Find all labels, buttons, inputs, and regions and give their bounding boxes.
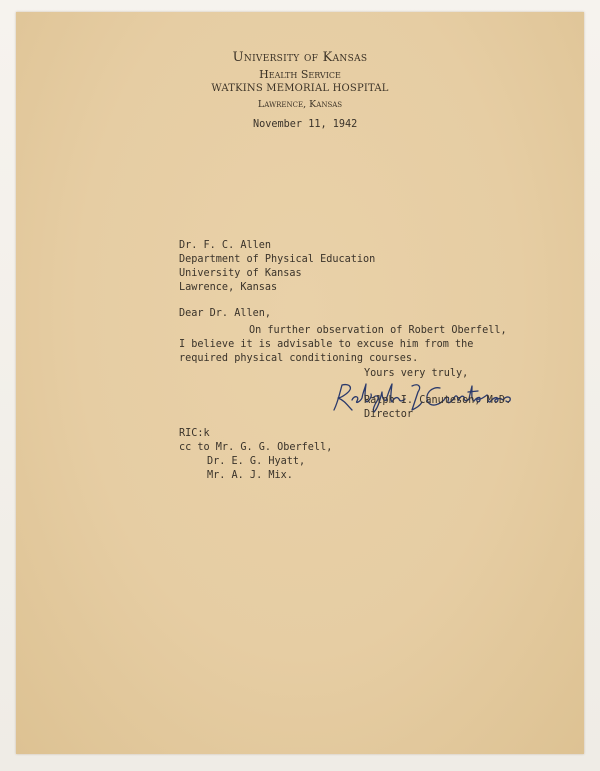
letter-date: November 11, 1942 — [253, 119, 358, 130]
body-line: required physical conditioning courses. — [179, 353, 419, 364]
recipient-name: Dr. F. C. Allen — [179, 240, 272, 251]
cc-line: Dr. E. G. Hyatt, — [207, 456, 306, 467]
cc-line: Mr. A. J. Mix. — [207, 470, 293, 481]
signer-title: Director — [364, 409, 414, 420]
letterhead-university: University of Kansas — [232, 50, 368, 65]
letter-page — [16, 12, 584, 754]
letterhead-city: Lawrence, Kansas — [257, 99, 343, 110]
recipient-department: Department of Physical Education — [179, 254, 376, 265]
cc-line: cc to Mr. G. G. Oberfell, — [179, 442, 333, 453]
body-line: On further observation of Robert Oberfell, — [249, 325, 507, 336]
reference-initials: RIC:k — [179, 428, 210, 439]
body-line: I believe it is advisable to excuse him from the — [179, 339, 474, 350]
salutation: Dear Dr. Allen, — [179, 308, 272, 319]
closing: Yours very truly, — [364, 368, 469, 379]
recipient-university: University of Kansas — [179, 268, 302, 279]
recipient-city: Lawrence, Kansas — [179, 282, 278, 293]
letterhead-service: Health Service — [259, 68, 341, 81]
letterhead-hospital: WATKINS MEMORIAL HOSPITAL — [211, 83, 389, 94]
signer-name: Ralph I. Canuteson, M.D. — [364, 395, 512, 406]
